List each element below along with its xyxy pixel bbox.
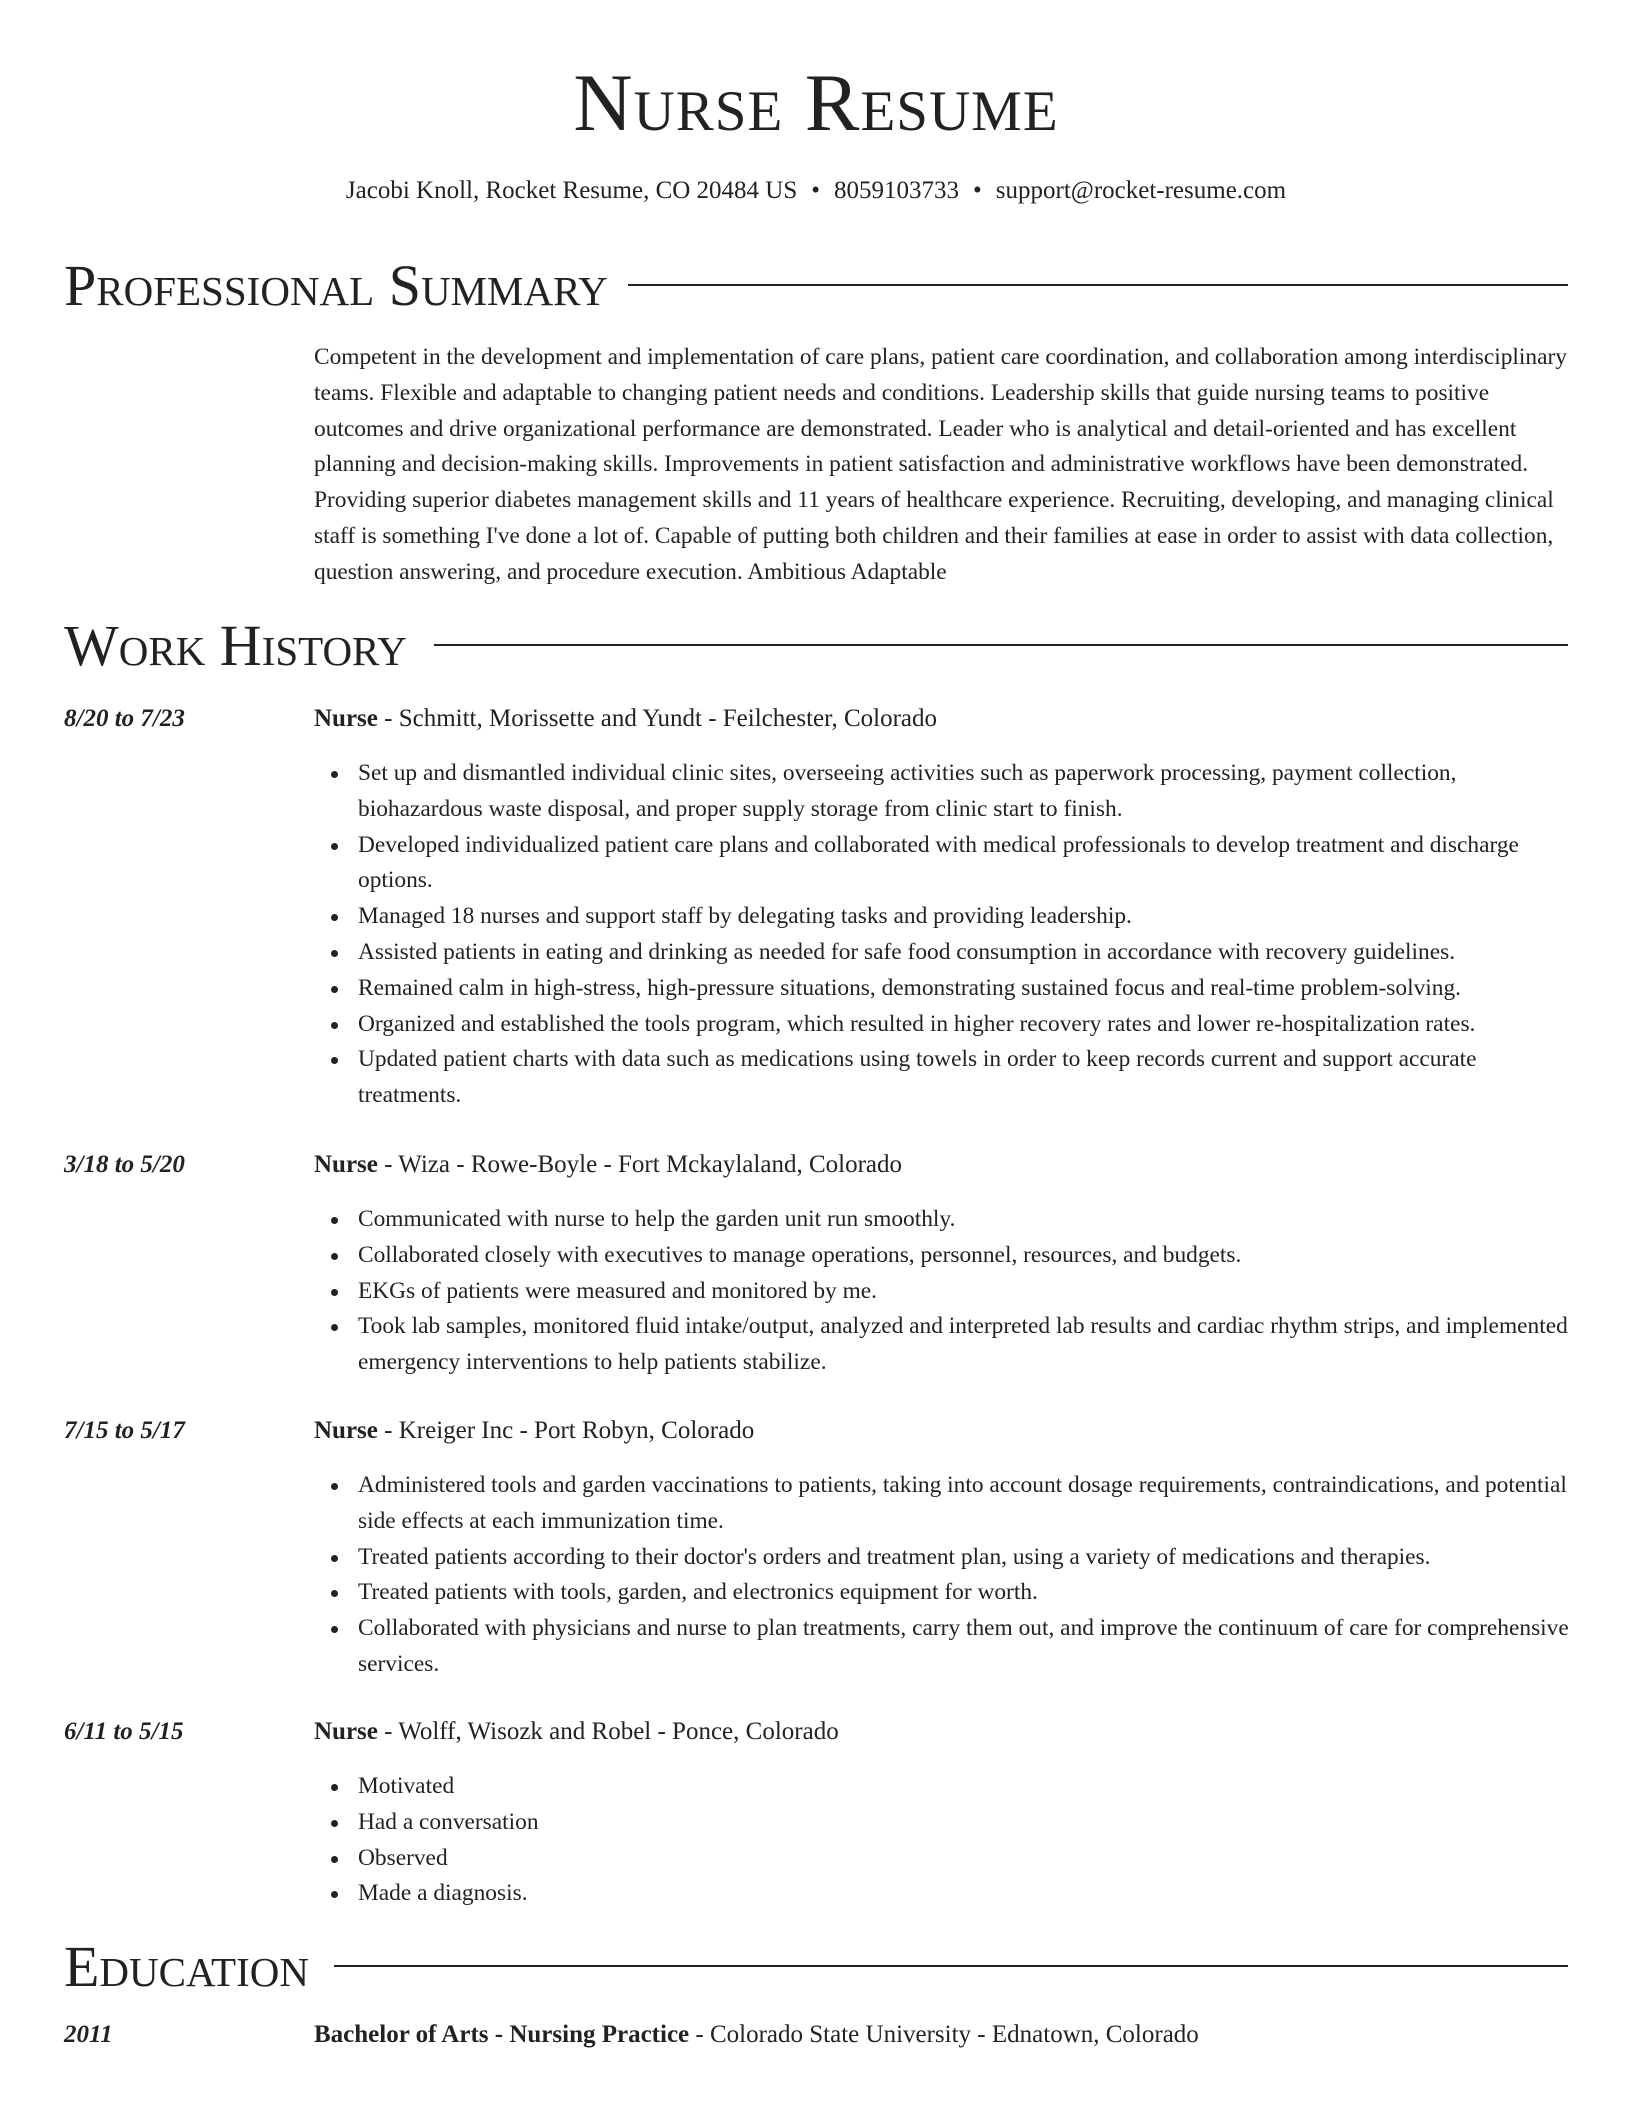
contact-phone: 8059103733 — [834, 177, 960, 204]
job-bullet: Updated patient charts with data such as medications using towels in order to keep records current and support accurate treatments. — [358, 1042, 1570, 1114]
job-bullets — [314, 1769, 1570, 1912]
education-year: 2011 — [64, 2021, 113, 2048]
job-dates: 7/15 to 5/17 — [64, 1417, 185, 1444]
job-bullet: Set up and dismantled individual clinic sites, overseeing activities such as paperwork processing, payment collection, biohazardous waste disposal, and proper supply storage from clinic start to finish. — [358, 756, 1570, 828]
contact-separator: • — [973, 177, 982, 204]
job-bullet: Administered tools and garden vaccinations to patients, taking into account dosage requirements, contraindications, and potential side effects at each immunization time. — [358, 1468, 1570, 1540]
contact-email: support@rocket-resume.com — [995, 177, 1287, 204]
job-bullet: Had a conversation — [358, 1805, 1570, 1841]
job-bullet: Collaborated closely with executives to manage operations, personnel, resources, and budgets. — [358, 1238, 1570, 1274]
section-divider — [628, 284, 1568, 286]
job-employer: - Wolff, Wisozk and Robel - Ponce, Colorado — [377, 1718, 839, 1745]
education-degree: Bachelor of Arts - Nursing Practice — [314, 2021, 690, 2048]
job-bullet: Motivated — [358, 1769, 1570, 1805]
education-school: - Colorado State University - Ednatown, Colorado — [689, 2021, 1199, 2048]
job-role: Nurse — [314, 1718, 378, 1745]
job-bullet: Developed individualized patient care plans and collaborated with medical professionals to develop treatment and discharge options. — [358, 828, 1570, 900]
job-role: Nurse — [314, 1151, 378, 1178]
job-header — [314, 702, 937, 736]
job-header — [314, 1148, 902, 1182]
job-employer: - Wiza - Rowe-Boyle - Fort Mckaylaland, Colorado — [377, 1151, 902, 1178]
section-title-work: Work History — [64, 613, 407, 678]
job-employer: - Kreiger Inc - Port Robyn, Colorado — [377, 1417, 755, 1444]
job-bullet: Organized and established the tools program, which resulted in higher recovery rates and lower re-hospitalization rates. — [358, 1007, 1570, 1043]
section-divider — [334, 1965, 1568, 1967]
job-bullets — [314, 756, 1570, 1114]
job-bullets — [314, 1468, 1570, 1683]
job-bullet: Treated patients according to their doctor's orders and treatment plan, using a variety of medications and therapies. — [358, 1540, 1570, 1576]
resume-title: Nurse Resume — [573, 57, 1059, 148]
job-employer: - Schmitt, Morissette and Yundt - Feilchester, Colorado — [377, 705, 937, 732]
job-bullet: Managed 18 nurses and support staff by delegating tasks and providing leadership. — [358, 899, 1570, 935]
job-header — [314, 1414, 754, 1448]
job-dates: 6/11 to 5/15 — [64, 1718, 184, 1745]
job-bullet: Remained calm in high-stress, high-pressure situations, demonstrating sustained focus and real-time problem-solving. — [358, 971, 1570, 1007]
job-bullet: EKGs of patients were measured and monitored by me. — [358, 1274, 1570, 1310]
job-bullet: Assisted patients in eating and drinking as needed for safe food consumption in accordance with recovery guidelines. — [358, 935, 1570, 971]
job-dates: 3/18 to 5/20 — [64, 1151, 185, 1178]
job-header — [314, 1715, 839, 1749]
job-role: Nurse — [314, 705, 378, 732]
job-bullet: Took lab samples, monitored fluid intake/output, analyzed and interpreted lab results and cardiac rhythm strips, and implemented emergency interventions to help patients stabilize. — [358, 1309, 1570, 1381]
section-title-education: Education — [64, 1934, 309, 1999]
job-bullets — [314, 1202, 1570, 1381]
job-dates: 8/20 to 7/23 — [64, 705, 185, 732]
job-bullet: Collaborated with physicians and nurse to plan treatments, carry them out, and improve the continuum of care for comprehensive services. — [358, 1611, 1570, 1683]
contact-address: Jacobi Knoll, Rocket Resume, CO 20484 US — [345, 177, 798, 204]
summary-text: Competent in the development and implementation of care plans, patient care coordination, and collaboration among interdisciplinary teams. Flexible and adaptable to changing patient needs and conditions. Leadership skills that guide nursing teams to positive outcomes and drive organizational performance are demonstrated. Leader who is analytical and detail-oriented and has excellent planning and decision-making skills. Improvements in patient satisfaction and administrative workflows have been demonstrated. Providing superior diabetes management skills and 11 years of healthcare experience. Recruiting, developing, and managing clinical staff is something I've done a lot of. Capable of putting both children and their families at ease in order to assist with data collection, question answering, and procedure execution. Ambitious Adaptable — [314, 344, 1567, 585]
job-bullet: Communicated with nurse to help the garden unit run smoothly. — [358, 1202, 1570, 1238]
education-entry — [314, 2018, 1199, 2052]
job-bullet: Observed — [358, 1841, 1570, 1877]
contact-separator: • — [811, 177, 821, 204]
job-bullet: Treated patients with tools, garden, and electronics equipment for worth. — [358, 1575, 1570, 1611]
job-bullet: Made a diagnosis. — [358, 1876, 1570, 1912]
job-role: Nurse — [314, 1417, 378, 1444]
contact-line — [0, 176, 1632, 206]
section-divider — [434, 644, 1568, 646]
section-title-summary: Professional Summary — [64, 253, 608, 318]
